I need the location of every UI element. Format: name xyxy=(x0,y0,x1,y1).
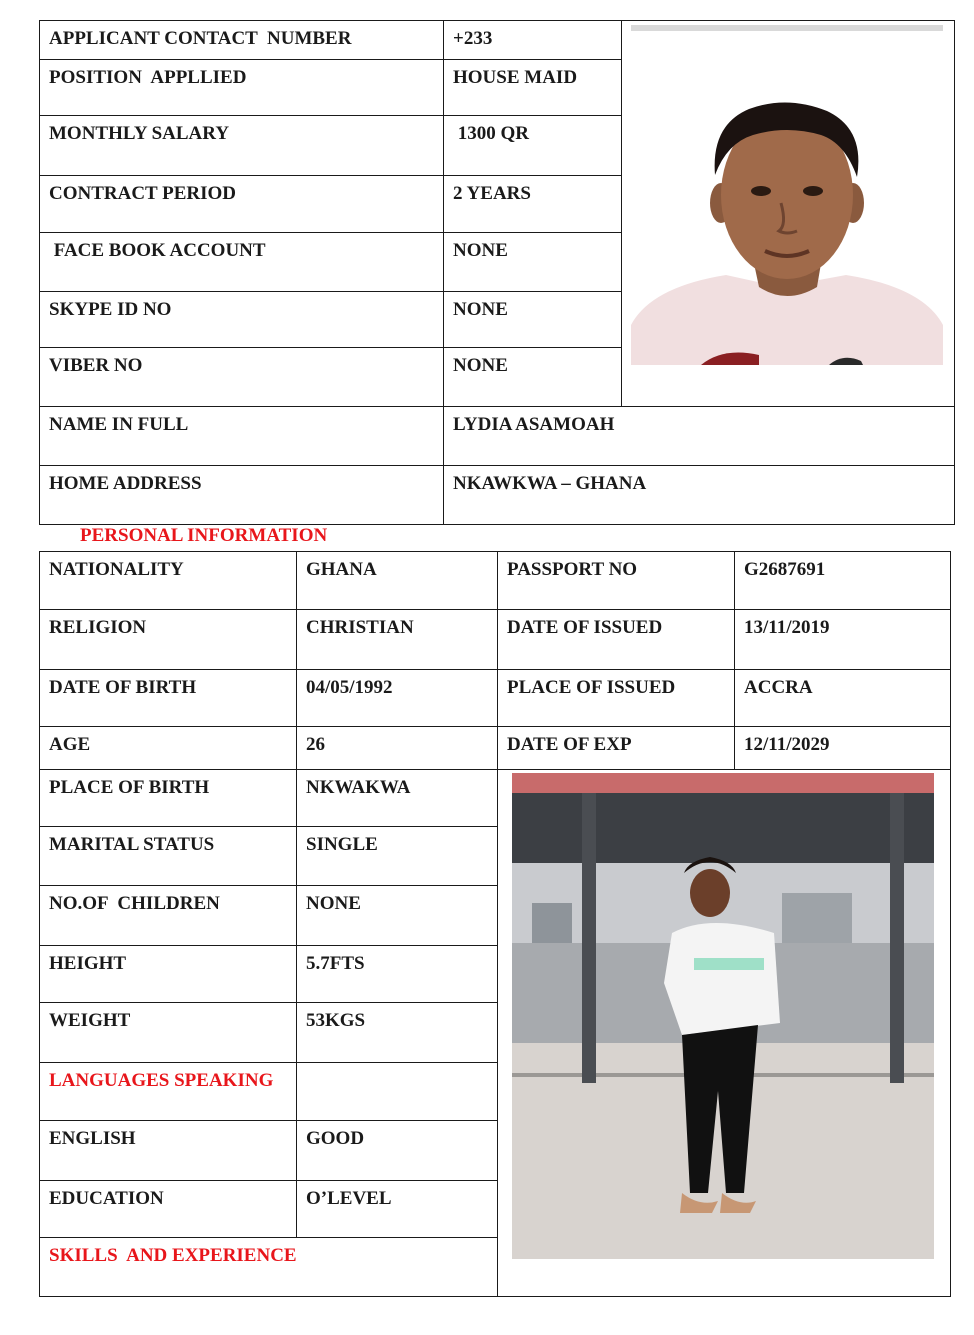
passport-value-place-issued: ACCRA xyxy=(734,669,951,727)
personal-label-age: AGE xyxy=(39,726,297,770)
contact-label-1: POSITION APPLLIED xyxy=(39,59,444,116)
personal-label-nationality: NATIONALITY xyxy=(39,551,297,610)
contact-value-7: LYDIA ASAMOAH xyxy=(443,406,955,466)
contact-value-1: HOUSE MAID xyxy=(443,59,622,116)
passport-label-number: PASSPORT NO xyxy=(497,551,735,610)
contact-label-8: HOME ADDRESS xyxy=(39,465,444,525)
contact-label-7: NAME IN FULL xyxy=(39,406,444,466)
full-body-photo-icon xyxy=(512,773,934,1259)
personal-value-children: NONE xyxy=(296,885,498,946)
contact-value-3: 2 YEARS xyxy=(443,175,622,233)
contact-label-6: VIBER NO xyxy=(39,347,444,407)
passport-value-date-exp: 12/11/2029 xyxy=(734,726,951,770)
passport-value-number: G2687691 xyxy=(734,551,951,610)
personal-label-education: EDUCATION xyxy=(39,1180,297,1238)
passport-value-date-issued: 13/11/2019 xyxy=(734,609,951,670)
languages-speaking-value xyxy=(296,1062,498,1121)
contact-label-5: SKYPE ID NO xyxy=(39,291,444,348)
personal-value-marital-status: SINGLE xyxy=(296,826,498,886)
portrait-photo-icon xyxy=(631,25,943,365)
personal-label-place-of-birth: PLACE OF BIRTH xyxy=(39,769,297,827)
personal-label-religion: RELIGION xyxy=(39,609,297,670)
personal-label-height: HEIGHT xyxy=(39,945,297,1003)
personal-label-dob: DATE OF BIRTH xyxy=(39,669,297,727)
contact-value-5: NONE xyxy=(443,291,622,348)
personal-value-nationality: GHANA xyxy=(296,551,498,610)
personal-information-title: PERSONAL INFORMATION xyxy=(80,525,328,546)
personal-value-place-of-birth: NKWAKWA xyxy=(296,769,498,827)
personal-label-children: NO.OF CHILDREN xyxy=(39,885,297,946)
passport-label-date-exp: DATE OF EXP xyxy=(497,726,735,770)
personal-label-marital-status: MARITAL STATUS xyxy=(39,826,297,886)
portrait-photo xyxy=(631,25,943,365)
skills-experience-heading: SKILLS AND EXPERIENCE xyxy=(39,1237,498,1297)
contact-label-0: APPLICANT CONTACT NUMBER xyxy=(39,20,444,60)
passport-label-place-issued: PLACE OF ISSUED xyxy=(497,669,735,727)
contact-value-6: NONE xyxy=(443,347,622,407)
contact-value-8: NKAWKWA – GHANA xyxy=(443,465,955,525)
personal-value-weight: 53KGS xyxy=(296,1002,498,1063)
personal-value-english: GOOD xyxy=(296,1120,498,1181)
contact-value-0: +233 xyxy=(443,20,622,60)
personal-label-weight: WEIGHT xyxy=(39,1002,297,1063)
personal-label-english: ENGLISH xyxy=(39,1120,297,1181)
contact-label-4: FACE BOOK ACCOUNT xyxy=(39,232,444,292)
personal-value-religion: CHRISTIAN xyxy=(296,609,498,670)
contact-label-3: CONTRACT PERIOD xyxy=(39,175,444,233)
personal-value-age: 26 xyxy=(296,726,498,770)
personal-value-education: O’LEVEL xyxy=(296,1180,498,1238)
passport-label-date-issued: DATE OF ISSUED xyxy=(497,609,735,670)
personal-value-dob: 04/05/1992 xyxy=(296,669,498,727)
contact-label-2: MONTHLY SALARY xyxy=(39,115,444,176)
contact-value-2: 1300 QR xyxy=(443,115,622,176)
personal-value-height: 5.7FTS xyxy=(296,945,498,1003)
contact-value-4: NONE xyxy=(443,232,622,292)
full-body-photo xyxy=(512,773,934,1259)
languages-speaking-heading: LANGUAGES SPEAKING xyxy=(39,1062,297,1121)
